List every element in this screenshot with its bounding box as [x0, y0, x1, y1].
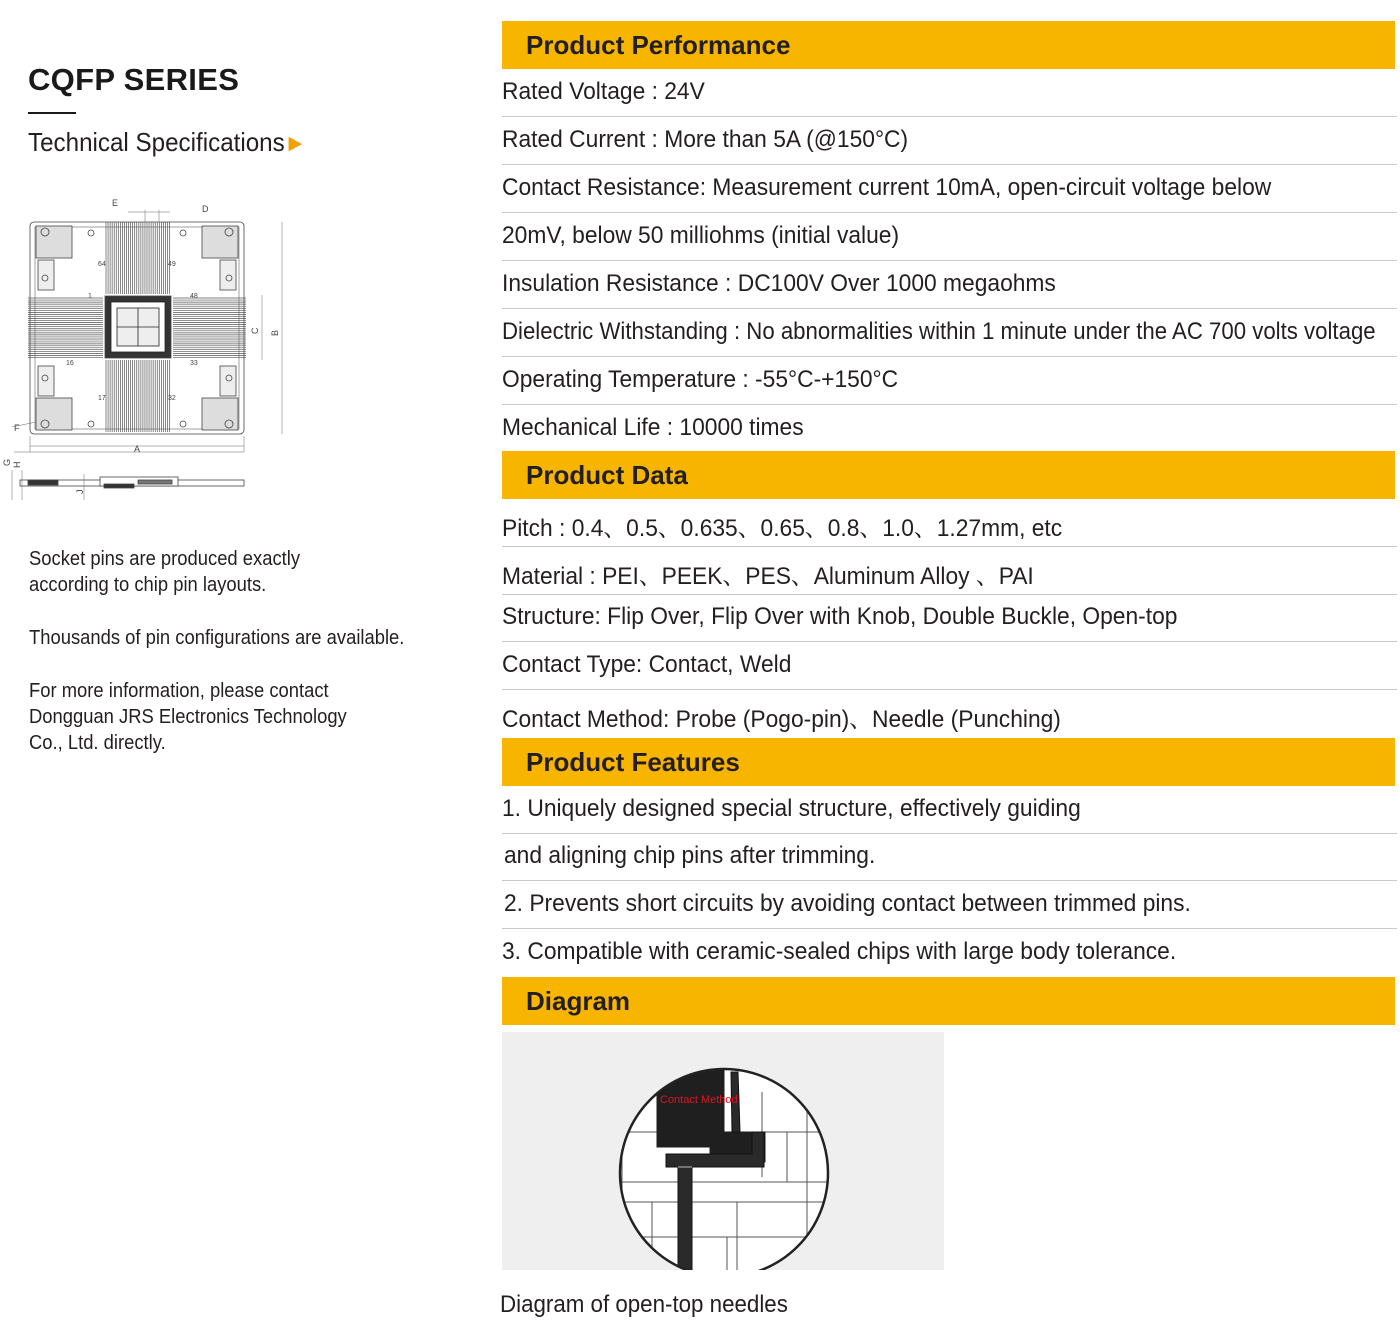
- pin-number: 49: [168, 261, 176, 268]
- dim-label-D: D: [202, 204, 209, 214]
- dim-label-E: E: [112, 198, 119, 208]
- note-line: according to chip pin layouts.: [29, 574, 267, 596]
- section-header-features: [502, 738, 1395, 786]
- spec-text: Structure: Flip Over, Flip Over with Knob, Double Buckle, Open-top: [502, 603, 1178, 630]
- pins-right: [173, 298, 246, 357]
- side-profile-view: [12, 452, 244, 500]
- pins-left: [28, 298, 103, 357]
- section-title: Product Performance: [526, 30, 791, 60]
- spec-text: Rated Current : More than 5A (@150°C): [502, 126, 909, 153]
- pin-number: 32: [168, 395, 176, 402]
- note-line: For more information, please contact: [29, 680, 329, 702]
- feature-text: and aligning chip pins after trimming.: [504, 842, 876, 869]
- spec-row: [502, 547, 1397, 595]
- title-underline: [28, 112, 76, 114]
- pins-top: [106, 222, 170, 294]
- note-line: Thousands of pin configurations are available.: [29, 627, 405, 649]
- section-header-performance: [502, 21, 1395, 69]
- contact-method-diagram: [502, 1032, 944, 1270]
- spec-row: [502, 357, 1397, 405]
- dim-label-F: F: [14, 423, 20, 433]
- section-title: Diagram: [526, 986, 631, 1016]
- contact-method-label: Contact Method: [660, 1094, 738, 1106]
- note-configurations: [29, 625, 452, 651]
- section-title: Product Data: [526, 460, 688, 490]
- spec-row: [502, 594, 1397, 642]
- spec-text: Operating Temperature : -55°C-+150°C: [502, 366, 899, 393]
- feature-row: [502, 833, 1397, 881]
- spec-text: Rated Voltage : 24V: [502, 78, 705, 105]
- note-pin-layout: [29, 546, 452, 598]
- spec-text: Material : PEI、PEEK、PES、Aluminum Alloy 、PAI: [502, 563, 1034, 590]
- note-line: Co., Ltd. directly.: [29, 732, 166, 754]
- pin-number: 64: [98, 261, 106, 268]
- pin-number: 16: [66, 360, 74, 367]
- spec-row: [502, 213, 1397, 261]
- spec-row: [502, 261, 1397, 309]
- spec-text: Contact Resistance: Measurement current 10mA, open-circuit voltage below: [502, 174, 1272, 201]
- dim-label-J: J: [75, 489, 85, 494]
- spec-text: Mechanical Life : 10000 times: [502, 414, 804, 441]
- diagram-caption: Diagram of open-top needles: [500, 1291, 788, 1318]
- feature-row: [502, 929, 1397, 976]
- pin-number: 48: [190, 293, 198, 300]
- technical-specifications-label: Technical Specifications: [28, 127, 285, 157]
- arrow-right-icon: ▶: [288, 133, 303, 154]
- spec-text: Dielectric Withstanding : No abnormalities within 1 minute under the AC 700 volts voltage: [502, 318, 1376, 345]
- spec-row: [502, 642, 1397, 690]
- feature-row: [502, 786, 1397, 834]
- spec-text: Contact Method: Probe (Pogo-pin)、Needle (Punching): [502, 706, 1061, 733]
- spec-row: [502, 405, 1397, 452]
- open-top-needle-illustration: [502, 1032, 944, 1270]
- spec-row: [502, 309, 1397, 357]
- note-line: Socket pins are produced exactly: [29, 548, 301, 570]
- dim-label-C: C: [250, 327, 260, 334]
- spec-text: Insulation Resistance : DC100V Over 1000 megaohms: [502, 270, 1056, 297]
- pin-number: 17: [98, 395, 106, 402]
- feature-text: 3. Compatible with ceramic-sealed chips with large body tolerance.: [502, 938, 1177, 965]
- pin-number: 33: [190, 360, 198, 367]
- spec-row: [502, 165, 1397, 213]
- socket-technical-drawing: [0, 190, 300, 520]
- feature-text: 2. Prevents short circuits by avoiding contact between trimmed pins.: [504, 890, 1191, 917]
- dim-label-B: B: [270, 329, 280, 336]
- spec-text: Pitch : 0.4、0.5、0.635、0.65、0.8、1.0、1.27mm, etc: [502, 515, 1063, 542]
- section-header-data: [502, 451, 1395, 499]
- spec-row: [502, 690, 1397, 737]
- spec-row: [502, 499, 1397, 547]
- series-title: CQFP SERIES: [28, 62, 240, 97]
- dim-label-A: A: [134, 444, 141, 454]
- spec-text: Contact Type: Contact, Weld: [502, 651, 792, 678]
- feature-row: [502, 881, 1397, 929]
- pin-number: 1: [88, 293, 92, 300]
- technical-specifications-heading: [28, 127, 302, 158]
- dim-label-H: H: [12, 461, 22, 468]
- note-contact: [29, 678, 452, 756]
- section-title: Product Features: [526, 747, 740, 777]
- note-line: Dongguan JRS Electronics Technology: [29, 706, 347, 728]
- dim-label-G: G: [2, 458, 12, 466]
- feature-text: 1. Uniquely designed special structure, effectively guiding: [502, 795, 1081, 822]
- spec-row: [502, 69, 1397, 117]
- pins-bottom: [106, 360, 170, 432]
- section-header-diagram: [502, 977, 1395, 1025]
- spec-row: [502, 117, 1397, 165]
- spec-text: 20mV, below 50 milliohms (initial value): [502, 222, 900, 249]
